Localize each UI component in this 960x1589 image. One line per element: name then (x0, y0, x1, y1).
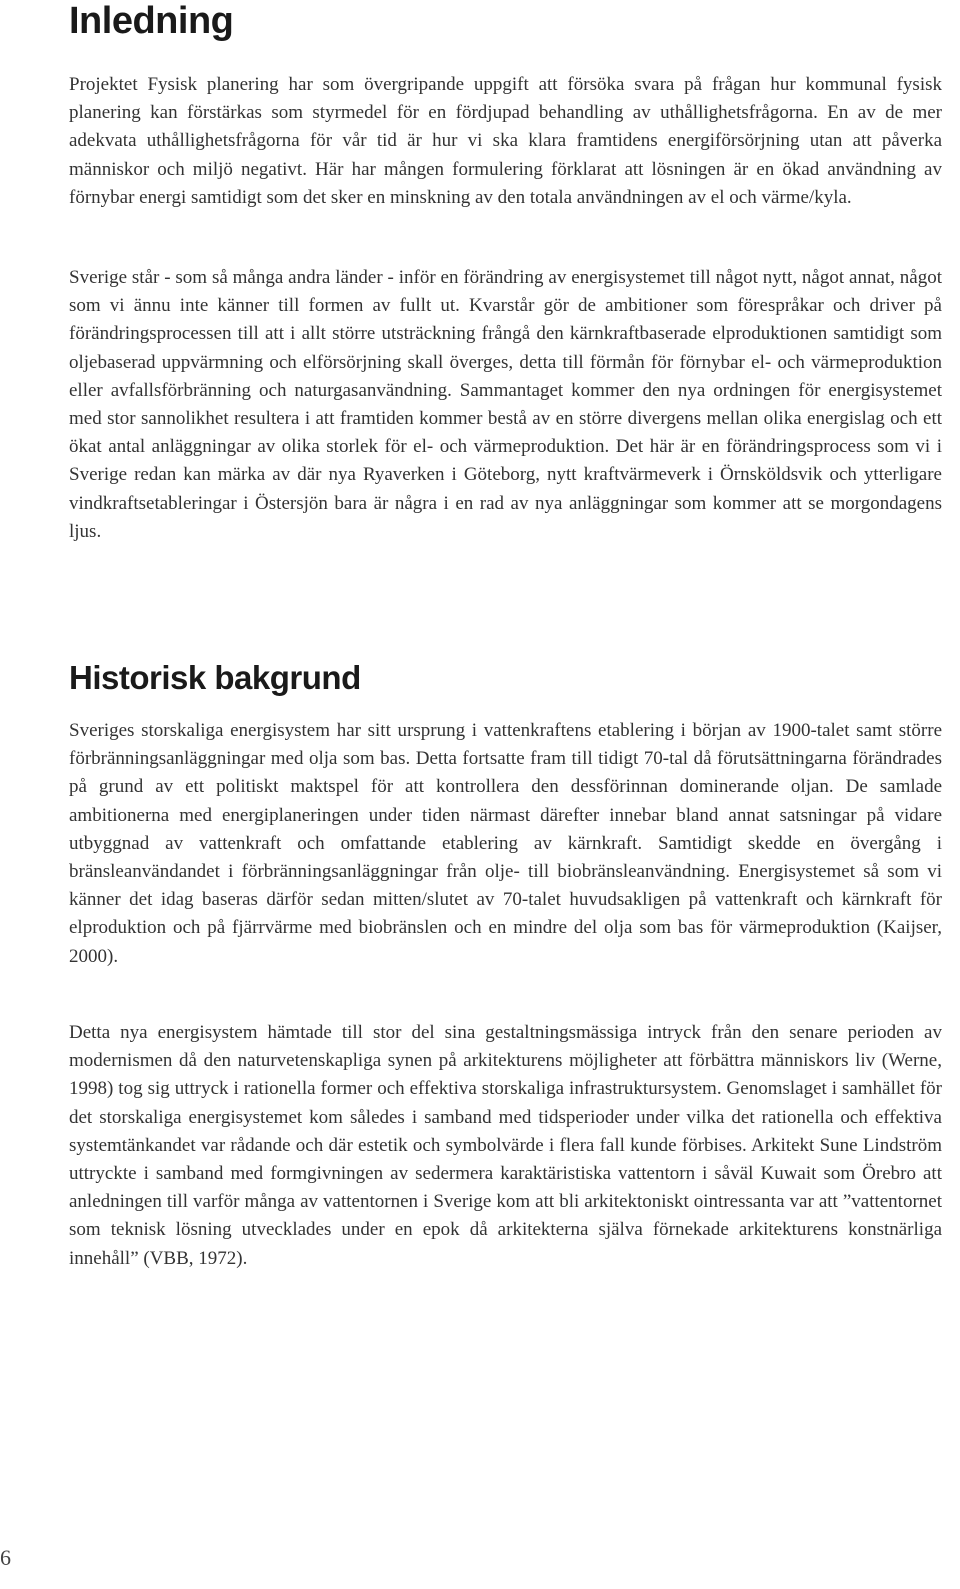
paragraph-historisk-2: Detta nya energisystem hämtade till stor del sina gestaltningsmässiga intryck från den senare perioden av modernismen då den naturvetenskapliga synen på arkitekturens möjligheter att förbättra människors liv (Werne, 1998) tog sig uttryck i rationella former och effektiva storskaliga infrastruktursystem. Genomslaget i samhället för det storskaliga energisystemet kom således i samband med tidsperioder under vilka det rationella och effektiva systemtänkandet var rådande och där estetik och symbolvärde i flera fall kunde förbises. Arkitekt Sune Lindström uttryckte i samband med formgivningen av sedermera karaktäristiska vattentorn i såväl Kuwait som Örebro att anledningen till varför många av vattentornen i Sverige kom att bli arkitektoniskt ointressanta var att ”vattentornet som teknisk lösning utvecklades under en epok då arkitekterna själva förnekade arkitekturens konstnärliga innehåll” (VBB, 1972). (69, 1022, 942, 1269)
paragraph-historisk-1: Sveriges storskaliga energisystem har sitt ursprung i vattenkraftens etablering i början av 1900-talet samt större förbränningsanläggningar med olja som bas. Detta fortsatte fram till tidigt 70-tal då förutsättningarna förändrades på grund av ett politiskt maktspel för att kontrollera den dessförinnan dominerande oljan. De samlade ambitionerna med energiplaneringen under tiden närmast därefter innebar bland annat satsningar på vidare utbyggnad av vattenkraft och omfattande etablering av kärnkraft. Samtidigt skedde en övergång i bränsleanvändandet i förbränningsanläggningar från olje- till biobränsleanvändning. Energisystemet så som vi känner det idag baseras därför sedan mitten/slutet av 70-talet huvudsakligen på vattenkraft och kärnkraft för elproduktion och på fjärrvärme med biobränslen och en mindre del olja som bas för värmeproduktion (Kaijser, 2000). (69, 720, 942, 967)
paragraph-inledning-2: Sverige står - som så många andra länder - inför en förändring av energisystemet till något nytt, något annat, något som vi ännu inte känner till formen av fullt ut. Kvarstår gör de ambitioner som förespråkar och driver på förändringsprocessen till att i allt större utsträckning frångå den kärnkraftbaserade elproduktionen samtidigt som oljebaserad uppvärmning och elförsörjning skall överges, detta till förmån för förnybar el- och värmeproduktion eller avfallsförbränning och naturgasanvändning. Sammantaget kommer den nya ordningen för energisystemet med stor sannolikhet resultera i att framtiden kommer bestå av en större divergens mellan olika energislag och ett ökat antal anläggningar av olika storlek för el- och värmeproduktion. Det här är en förändringsprocess som vi i Sverige redan kan märka av där nya Ryaverken i Göteborg, nytt kraftvärmeverk i Örnsköldsvik och ytterligare vindkraftsetableringar i Östersjön bara är några i en rad av nya anläggningar som kommer att se morgondagens ljus. (69, 267, 942, 542)
page-number: 6 (0, 1545, 11, 1570)
heading-historisk-bakgrund: Historisk bakgrund (69, 659, 361, 696)
heading-inledning: Inledning (69, 0, 234, 42)
paragraph-inledning-1: Projektet Fysisk planering har som övergripande uppgift att försöka svara på frågan hur kommunal fysisk planering kan förstärkas som styrmedel för en fördjupad behandling av uthållighetsfrågorna. En av de mer adekvata uthållighetsfrågorna för vår tid är hur vi ska klara framtidens energiförsörjning utan att påverka människor och miljö negativt. Här har mången formulering förklarat att lösningen är en ökad användning av förnybar energi samtidigt som det sker en minskning av den totala användningen av el och värme/kyla. (69, 74, 942, 208)
